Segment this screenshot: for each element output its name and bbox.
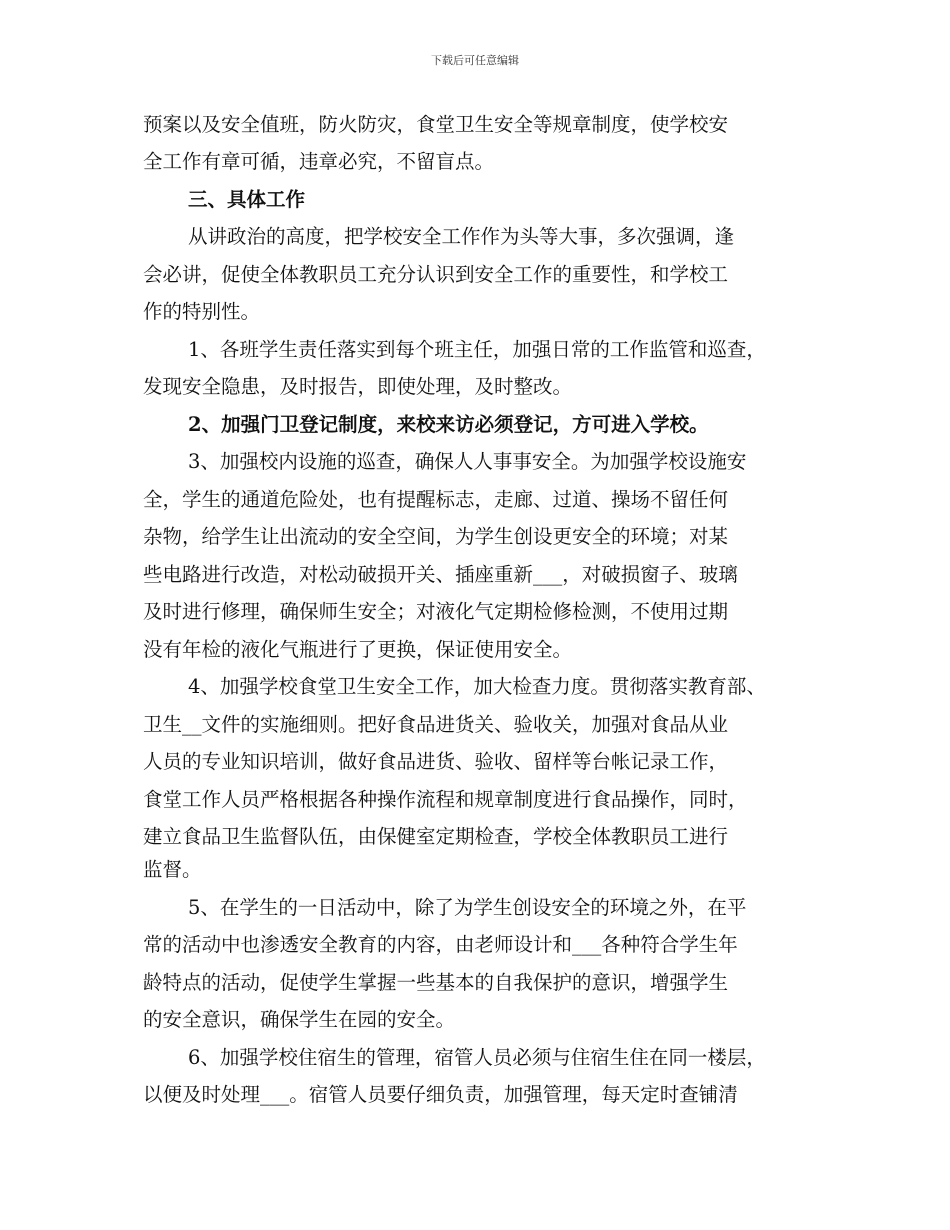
text-line: 人员的专业知识培训，做好食品进货、验收、留样等台帐记录工作， (143, 750, 729, 773)
text-line: 食堂工作人员严格根据各种操作流程和规章制度进行食品操作，同时， (143, 788, 748, 811)
text-line: 全，学生的通道危险处，也有提醒标志，走廊、过道、操场不留任何 (143, 488, 729, 511)
text-line: 4、加强学校食堂卫生安全工作，加大检查力度。贯彻落实教育部、 (188, 675, 766, 698)
text-line: 及时进行修理，确保师生安全；对液化气定期检修检测，不使用过期 (143, 600, 729, 623)
bold-item-line: 2、加强门卫登记制度，来校来访必须登记，方可进入学校。 (188, 413, 709, 436)
text-line: 常的活动中也渗透安全教育的内容，由老师设计和___各种符合学生年 (143, 933, 738, 956)
text-line: 会必讲，促使全体教职员工充分认识到安全工作的重要性，和学校工 (143, 263, 729, 286)
text-line: 些电路进行改造，对松动破损开关、插座重新___，对破损窗子、玻璃 (143, 563, 738, 586)
text-line: 1、各班学生责任落实到每个班主任，加强日常的工作监管和巡查， (188, 338, 766, 361)
text-line: 预案以及安全值班，防火防灾，食堂卫生安全等规章制度，使学校安 (143, 113, 729, 136)
page-header: 下载后可任意编辑 (431, 54, 519, 67)
text-line: 建立食品卫生监督队伍，由保健室定期检查，学校全体教职员工进行 (143, 825, 729, 848)
text-line: 作的特别性。 (143, 300, 261, 323)
text-line: 卫生__文件的实施细则。把好食品进货关、验收关，加强对食品从业 (143, 713, 729, 736)
text-line: 全工作有章可循，违章必究，不留盲点。 (143, 150, 495, 173)
text-line: 5、在学生的一日活动中，除了为学生创设安全的环境之外，在平 (188, 896, 747, 919)
text-line: 6、加强学校住宿生的管理，宿管人员必须与住宿生住在同一楼层， (188, 1046, 766, 1069)
text-line: 3、加强校内设施的巡查，确保人人事事安全。为加强学校设施安 (188, 450, 747, 473)
text-line: 发现安全隐患，及时报告，即使处理，及时整改。 (143, 375, 573, 398)
text-line: 的安全意识，确保学生在园的安全。 (143, 1008, 456, 1031)
text-line: 从讲政治的高度，把学校安全工作作为头等大事，多次强调，逢 (188, 225, 735, 248)
text-line: 监督。 (143, 858, 202, 881)
text-line: 以便及时处理___。宿管人员要仔细负责，加强管理，每天定时查铺清 (143, 1083, 738, 1106)
text-line: 没有年检的液化气瓶进行了更换，保证使用安全。 (143, 638, 573, 661)
text-line: 龄特点的活动，促使学生掌握一些基本的自我保护的意识，增强学生 (143, 971, 729, 994)
text-line: 杂物，给学生让出流动的安全空间，为学生创设更安全的环境；对某 (143, 525, 729, 548)
section-heading: 三、具体工作 (188, 188, 306, 211)
